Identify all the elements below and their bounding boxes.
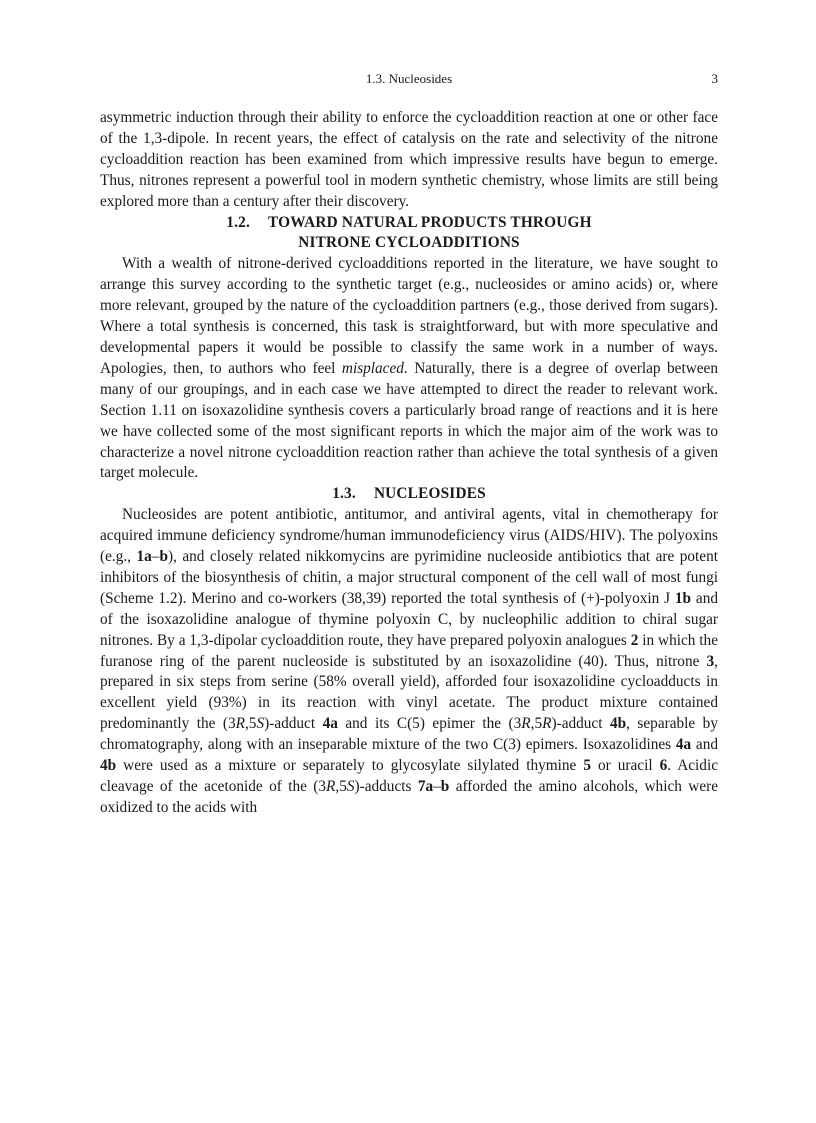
text-segment: or uracil xyxy=(591,757,660,775)
text-segment: )-adduct xyxy=(264,715,323,733)
text-segment: )-adducts xyxy=(354,778,418,795)
intro-paragraph: asymmetric induction through their ability to enforce the cycloaddition reaction at one or other face of the 1,3-dipole. In recent years, the effect of catalysis on the rate and selectivity of the nitrone cycloaddition reaction has been examined from which impressive results have begun to emerge. Thus, nitrones represent a powerful tool in modern synthetic chemistry, whose limits are still being explored more than a century after their discovery. xyxy=(100,109,718,210)
compound-label: 5 xyxy=(583,757,591,775)
compound-label: 4b xyxy=(100,757,117,775)
text-segment: – xyxy=(151,548,160,566)
section-title: NUCLEOSIDES xyxy=(373,485,486,503)
section-title-line2: NITRONE CYCLOADDITIONS xyxy=(298,234,520,252)
section-1-2-paragraph xyxy=(100,254,718,484)
text-segment: in which the furanose ring of the parent nucleoside is substituted by an isoxazolidine (40). Thus, nitrone xyxy=(100,631,718,670)
text-segment: , prepared in six steps from serine (58% overall yield), afforded four isoxazolidine cycloadducts in excellent yield (93%) in its reaction with vinyl acetate. The product mixture contained predominantly the (3 xyxy=(100,652,718,733)
page-number: 3 xyxy=(711,71,718,86)
compound-label: 4a xyxy=(675,736,692,754)
text-segment: ), and closely related nikkomycins are pyrimidine nucleoside antibiotics that are potent inhibitors of the biosynthesis of chitin, a major structural component of the cell wall of most fungi (Scheme 1.2). Merino and co-workers (38,39) reported the total synthesis of (+)-polyoxin J xyxy=(100,548,718,607)
stereo-descriptor: S xyxy=(256,715,265,733)
compound-label: 4a xyxy=(322,715,338,733)
compound-label: 1a xyxy=(136,548,152,566)
text-segment: With a wealth of nitrone-derived cycloadditions reported in the literature, we have sought to arrange this survey according to the synthetic target (e.g., nucleosides or amino acids) or, where more relevant, grouped by the nature of the cycloaddition partners (e.g., those derived from sugars). Where a total synthesis is concerned, this task is straightforward, but with more speculative and developmental papers it would be possible to classify the same work in a number of ways. Apologies, then, to authors who feel xyxy=(100,255,718,377)
stereo-descriptor: R xyxy=(235,715,245,733)
text-segment: ,5 xyxy=(530,715,543,733)
text-segment: )-adduct xyxy=(551,715,610,733)
compound-label: 1b xyxy=(674,589,692,607)
section-1-3-paragraph xyxy=(100,505,718,819)
text-segment: . Naturally, there is a degree of overlap between many of our groupings, and in each case we have attempted to direct the reader to relevant work. Section 1.11 on isoxazolidine synthesis covers a particularly broad range of reactions and it is here we have collected some of the most significant reports in which the major aim of the work was to characterize a novel nitrone cycloaddition reaction rather than achieve the total synthesis of a given target molecule. xyxy=(100,359,718,482)
running-title: 1.3. Nucleosides xyxy=(365,71,453,86)
italic-term: misplaced xyxy=(341,359,404,377)
page-content xyxy=(100,108,718,819)
stereo-descriptor: S xyxy=(346,778,355,795)
section-heading-1-3 xyxy=(100,484,718,505)
stereo-descriptor: R xyxy=(326,778,336,795)
text-segment: afforded the amino alcohols, which were oxidized to the acids with xyxy=(100,778,718,816)
text-segment: ,5 xyxy=(244,715,257,733)
text-segment: and xyxy=(691,736,718,754)
compound-label: 6 xyxy=(659,757,668,775)
section-number: 1.3. xyxy=(332,485,356,503)
running-head xyxy=(100,71,718,91)
compound-label: b xyxy=(440,778,450,795)
text-segment: – xyxy=(433,778,441,795)
compound-label: 3 xyxy=(706,652,715,670)
text-segment: were used as a mixture or separately to glycosylate silylated thymine xyxy=(116,757,584,775)
section-number: 1.2. xyxy=(226,213,251,231)
text-segment: ,5 xyxy=(335,778,347,795)
compound-label: b xyxy=(159,548,168,566)
compound-label: 4b xyxy=(609,715,627,733)
section-heading-1-2 xyxy=(100,213,718,255)
compound-label: 7a xyxy=(417,778,434,795)
text-segment: and of the isoxazolidine analogue of thymine polyoxin C, by nucleophilic addition to chiral sugar nitrones. By a 1,3-dipolar cycloaddition route, they have prepared polyoxin analogues xyxy=(100,589,718,649)
text-segment: and its C(5) epimer the (3 xyxy=(337,715,522,733)
section-title-line1: TOWARD NATURAL PRODUCTS THROUGH xyxy=(268,213,592,231)
stereo-descriptor: R xyxy=(542,715,552,733)
compound-label: 2 xyxy=(630,631,639,649)
stereo-descriptor: R xyxy=(521,715,531,733)
text-segment: , separable by chromatography, along with an inseparable mixture of the two C(3) epimers. Isoxazolidines xyxy=(100,715,718,754)
text-segment: . Acidic cleavage of the acetonide of the (3 xyxy=(100,757,718,795)
text-segment: Nucleosides are potent antibiotic, antitumor, and antiviral agents, vital in chemotherapy for acquired immune deficiency syndrome/human immunodeficiency virus (AIDS/HIV). The polyoxins (e.g., xyxy=(100,506,718,566)
